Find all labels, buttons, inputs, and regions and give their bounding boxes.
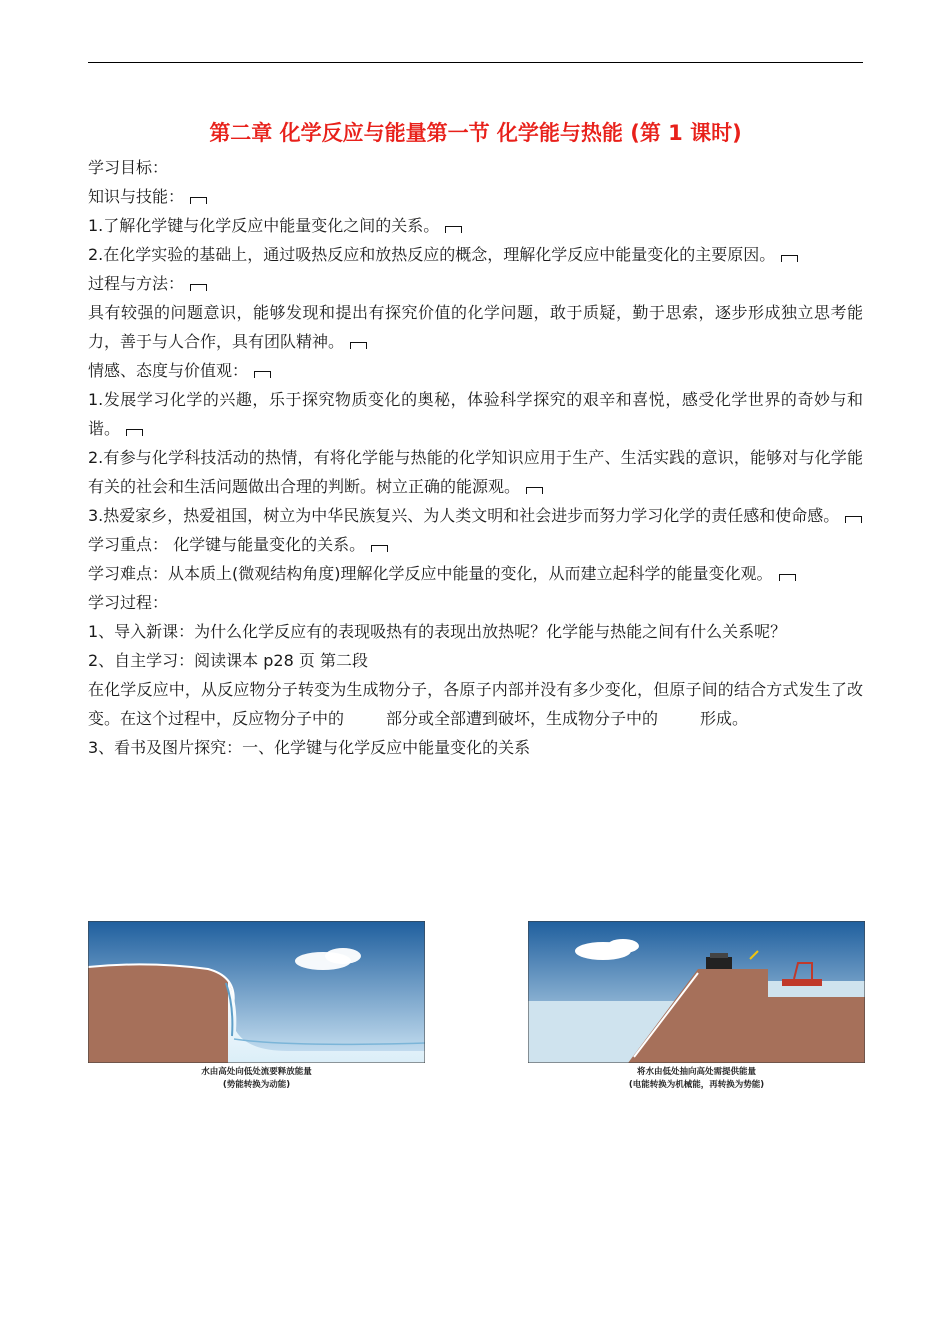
knowledge-item-1: 1.了解化学键与化学反应中能量变化之间的关系。 [88, 211, 863, 240]
paragraph-mark-icon [350, 342, 367, 349]
pumping-illustration [528, 921, 865, 1063]
figure-caption-right-1: 将水由低处抽向高处需提供能量 [636, 1067, 756, 1077]
figure-caption-left-2: (势能转换为动能) [222, 1080, 291, 1090]
figure-caption-left-1: 水由高处向低处流要释放能量 [201, 1067, 312, 1077]
figure-water-falling [88, 921, 425, 1101]
waterfall-illustration [88, 921, 425, 1063]
process2-heading: 学习过程： [88, 593, 169, 612]
paragraph-mark-icon [190, 284, 207, 291]
process-item: 具有较强的问题意识，能够发现和提出有探究价值的化学问题，敢于质疑，勤于思索，逐步形成独立思考能力，善于与人合作，具有团队精神。 [88, 303, 863, 351]
knowledge-heading: 知识与技能： [88, 182, 863, 211]
document-body [88, 153, 863, 762]
figure-caption-right-2: (电能转换为机械能，再转换为势能) [628, 1080, 765, 1090]
step-2: 2、自主学习：阅读课本 p28 页 第二段 [88, 651, 368, 670]
paragraph-mark-icon [254, 371, 271, 378]
difficulty-point: 学习难点：从本质上(微观结构角度)理解化学反应中能量的变化，从而建立起科学的能量变化观。 [88, 559, 863, 588]
paragraph-mark-icon [190, 197, 207, 204]
page-title: 第二章 化学反应与能量第一节 化学能与热能 (第 1 课时) [209, 121, 742, 145]
step-3-paragraph: 在化学反应中，从反应物分子转变为生成物分子，各原子内部并没有多少变化，但原子间的结合方式发生了改变。在这个过程中，反应物分子中的 部分或全部遭到破坏，生成物分子中的 形成。 [88, 680, 863, 728]
paragraph-mark-icon [845, 516, 862, 523]
attitude-item-3: 3.热爱家乡，热爱祖国，树立为中华民族复兴、为人类文明和社会进步而努力学习化学的责任感和使命感。 [88, 501, 863, 530]
paragraph-mark-icon [526, 487, 543, 494]
paragraph-mark-icon [781, 255, 798, 262]
attitude-item-1: 1.发展学习化学的兴趣，乐于探究物质变化的奥秘，体验科学探究的艰辛和喜悦，感受化学世界的奇妙与和谐。 [88, 390, 863, 438]
objectives-heading: 学习目标： [88, 158, 169, 177]
figure-row [88, 921, 865, 1101]
header-rule [88, 62, 863, 63]
figure-water-pumped [528, 921, 865, 1101]
knowledge-item-2: 2.在化学实验的基础上，通过吸热反应和放热反应的概念，理解化学反应中能量变化的主要原因。 [88, 240, 863, 269]
paragraph-mark-icon [371, 545, 388, 552]
attitude-item-2: 2.有参与化学科技活动的热情，有将化学能与热能的化学知识应用于生产、生活实践的意识，能够对与化学能有关的社会和生活问题做出合理的判断。树立正确的能源观。 [88, 448, 863, 496]
paragraph-mark-icon [779, 574, 796, 581]
paragraph-mark-icon [445, 226, 462, 233]
attitude-heading: 情感、态度与价值观： [88, 356, 863, 385]
key-point: 学习重点： 化学键与能量变化的关系。 [88, 530, 863, 559]
step-1: 1、导入新课：为什么化学反应有的表现吸热有的表现出放热呢？化学能与热能之间有什么关系呢？ [88, 622, 787, 641]
step-3-heading: 3、看书及图片探究：一、化学键与化学反应中能量变化的关系 [88, 738, 531, 757]
paragraph-mark-icon [126, 429, 143, 436]
process-heading: 过程与方法： [88, 269, 863, 298]
